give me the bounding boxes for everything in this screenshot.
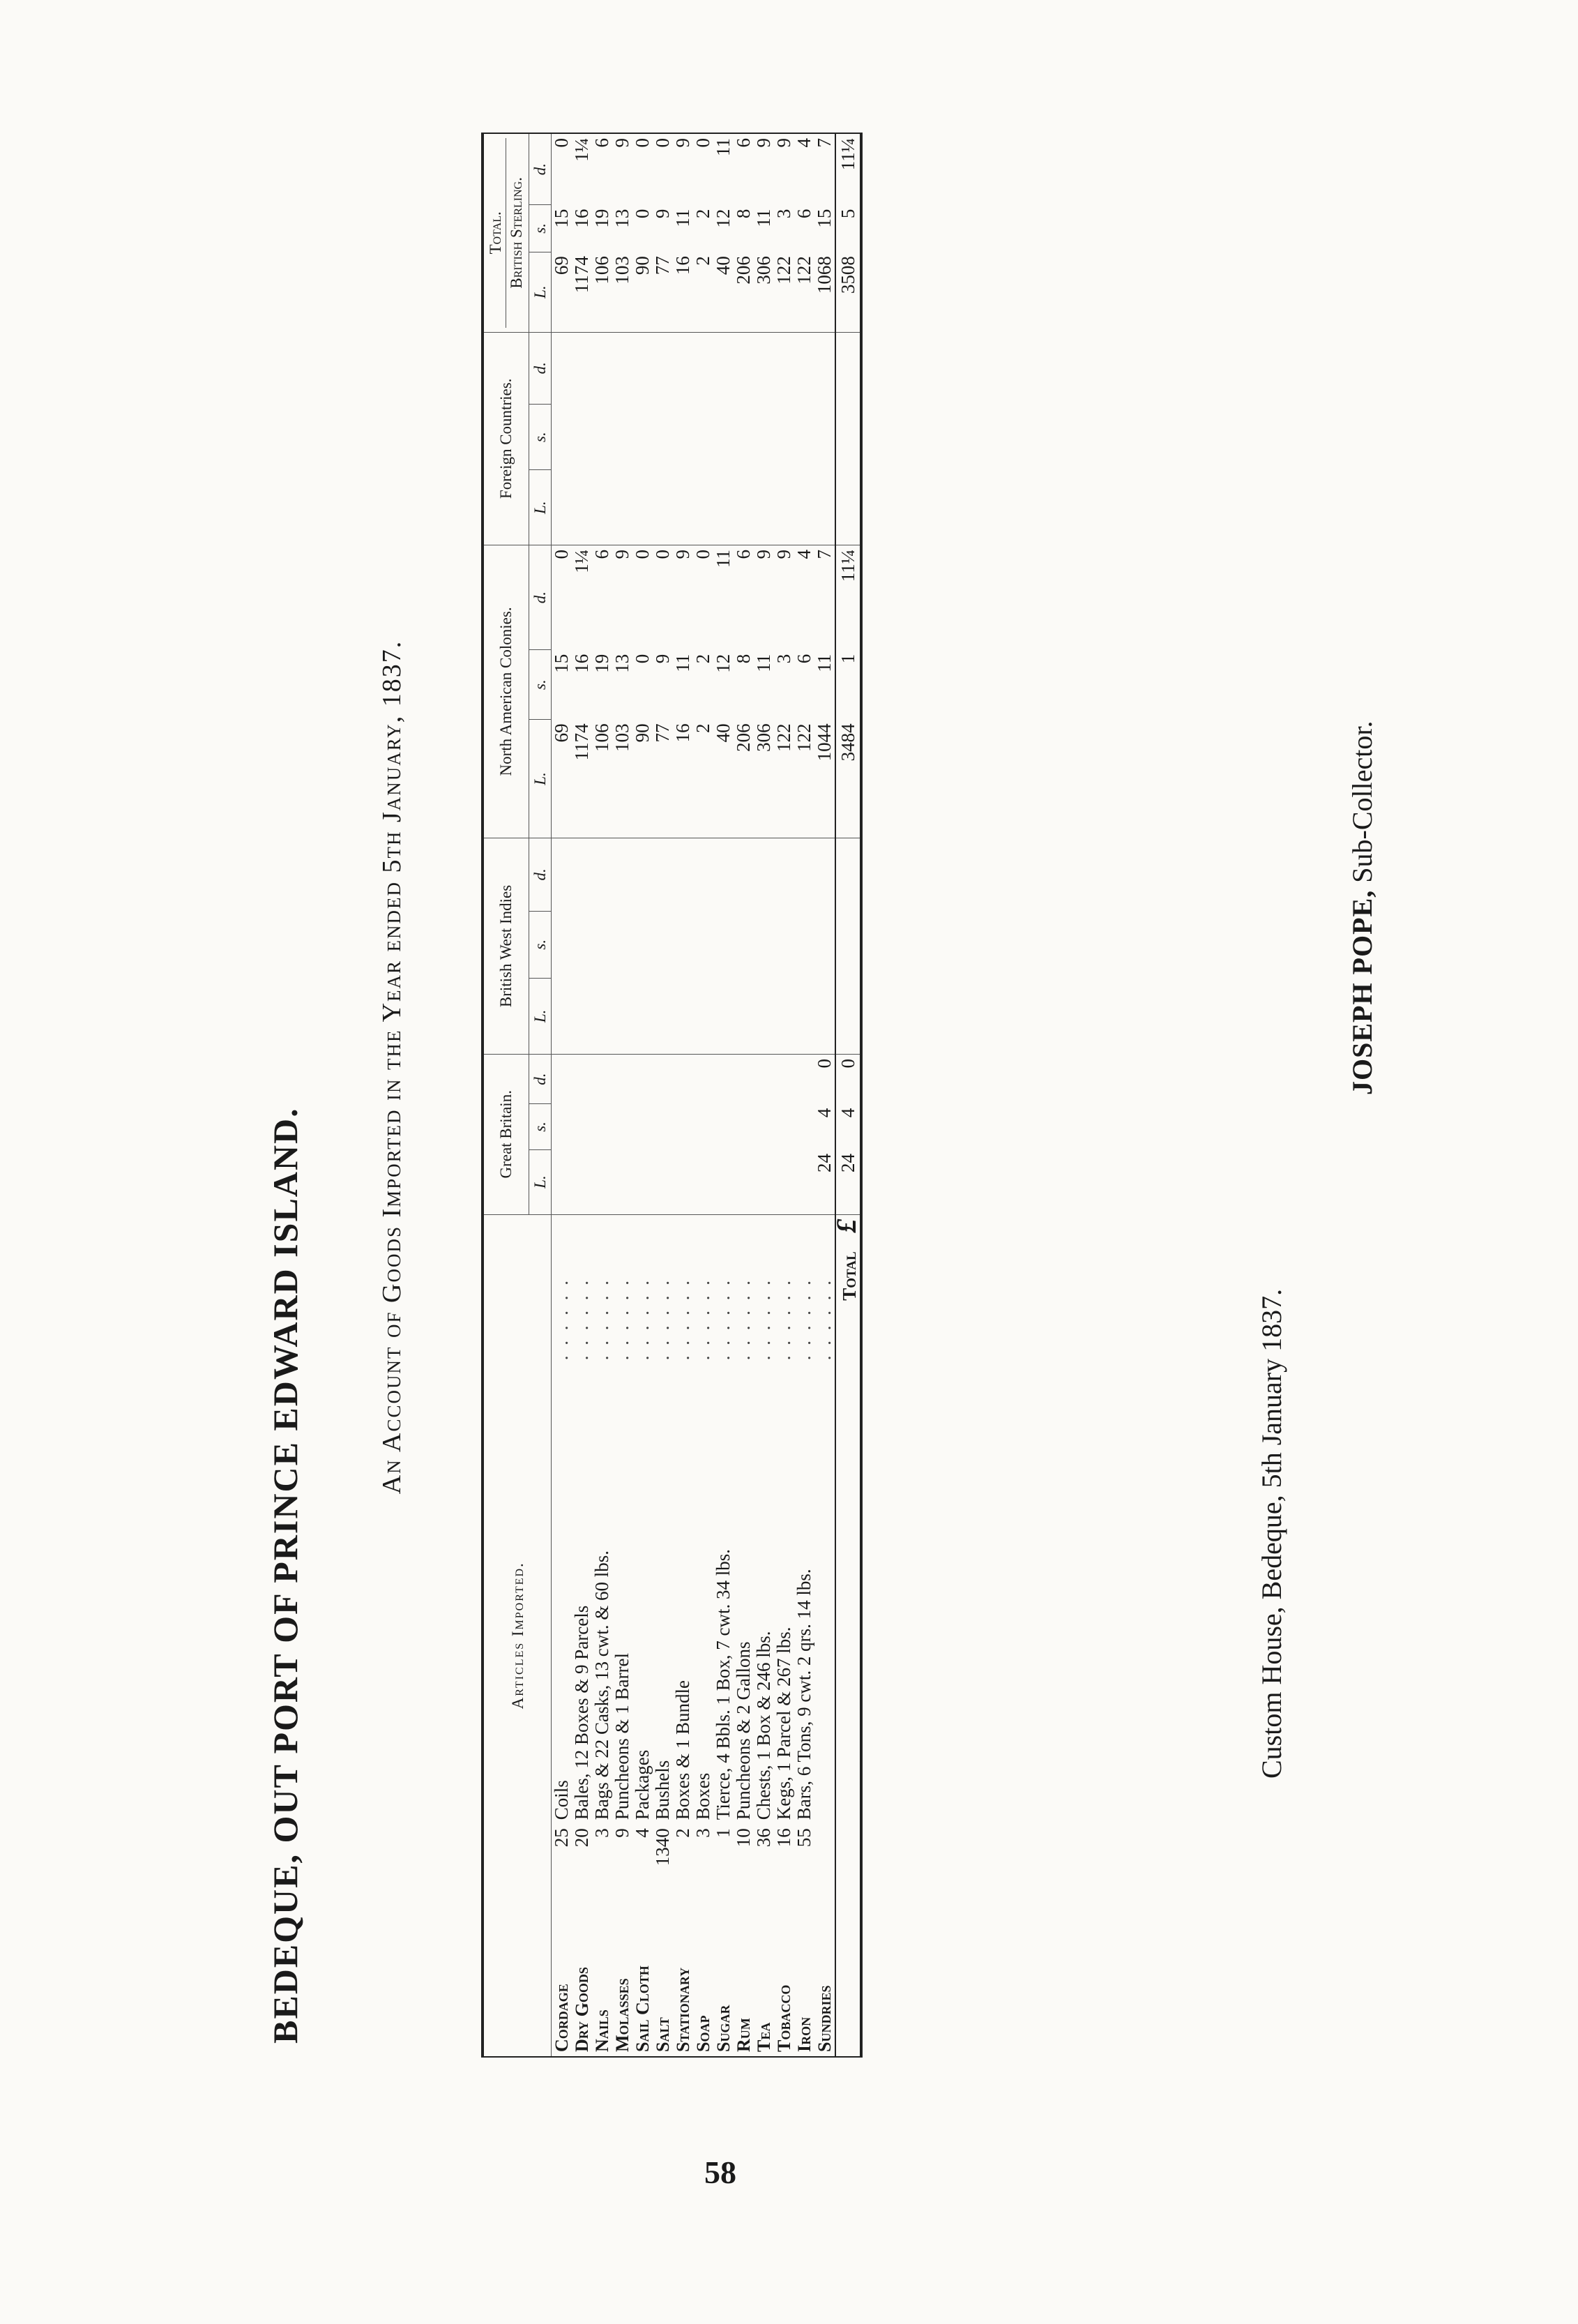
header-british-west-indies: British West Indies (483, 838, 529, 1054)
total-row-l: 40 (713, 252, 734, 332)
gb-d (653, 1054, 673, 1103)
unit-fc-d: d. (529, 332, 551, 404)
article-description: Packages (632, 1749, 653, 1820)
nac-d: 11 (713, 550, 734, 568)
article-description: Bushels (652, 1760, 673, 1820)
gb-l (572, 1149, 592, 1214)
gb-d (552, 1054, 572, 1103)
unit-bwi-l: L. (529, 978, 551, 1054)
unit-total-d: d. (529, 133, 551, 205)
table-row (774, 133, 794, 2057)
document-subtitle: An Account of Goods Imported in the Year ended 5th January, 1837. (377, 640, 407, 1495)
fc-cell (814, 332, 835, 545)
unit-gb-s: s. (529, 1104, 551, 1149)
page-number: 58 (704, 2155, 736, 2190)
article-quantity: 1 (713, 1828, 734, 1838)
total-row-s: 3 (773, 209, 794, 219)
total-row-d: 9 (773, 138, 794, 148)
unit-nac-d: d. (529, 545, 551, 650)
total-s: 5 (835, 205, 861, 252)
gb-d (734, 1054, 754, 1103)
article-description: Boxes (692, 1772, 713, 1820)
gb-s: 4 (814, 1108, 835, 1118)
total-row-l: 1174 (572, 252, 592, 332)
article-quantity: 36 (753, 1828, 774, 1848)
leader-dots: . . . . . . (794, 1278, 814, 1361)
article-quantity: 20 (571, 1828, 592, 1848)
gb-s (612, 1104, 632, 1149)
header-great-britain: Great Britain. (483, 1054, 529, 1214)
leader-dots: . . . . . . (652, 1278, 673, 1361)
article-name: Rum (734, 2018, 754, 2052)
gb-l (774, 1149, 794, 1214)
gb-l (632, 1149, 653, 1214)
total-nac-d: 11¼ (835, 545, 861, 650)
unit-bwi-d: d. (529, 838, 551, 911)
bwi-cell (754, 838, 774, 1054)
bwi-cell (713, 838, 734, 1054)
article-name: Soap (693, 2015, 713, 2052)
gb-l (734, 1149, 754, 1214)
gb-s (734, 1104, 754, 1149)
unit-bwi-s: s. (529, 911, 551, 978)
bwi-cell (632, 838, 653, 1054)
total-row-s: 0 (632, 209, 653, 219)
total-d: 11¼ (835, 133, 861, 205)
leader-dots: . . . . . . (753, 1278, 774, 1361)
article-name: Molasses (612, 1978, 632, 2052)
total-row-l: 16 (673, 252, 693, 332)
total-row-l: 306 (754, 252, 774, 332)
bwi-cell (653, 838, 673, 1054)
total-row-l: 106 (592, 252, 612, 332)
article-quantity: 16 (773, 1828, 794, 1848)
fc-cell (754, 332, 774, 545)
gb-l (552, 1149, 572, 1214)
total-row-d: 11 (713, 138, 734, 156)
total-row-l: 77 (653, 252, 673, 332)
article-description: Puncheons & 2 Gallons (733, 1641, 754, 1820)
imports-table (481, 133, 863, 2058)
fc-cell (693, 332, 713, 545)
gb-s (592, 1104, 612, 1149)
nac-d: 9 (753, 550, 774, 559)
gb-l (673, 1149, 693, 1214)
nac-s: 9 (652, 654, 673, 664)
total-row-s: 12 (713, 209, 734, 228)
gb-l (713, 1149, 734, 1214)
article-description: Puncheons & 1 Barrel (612, 1653, 632, 1820)
article-quantity: 1340 (652, 1828, 673, 1866)
nac-l: 122 (774, 719, 794, 838)
total-row-d: 0 (632, 138, 653, 148)
nac-d: 6 (591, 550, 612, 559)
leader-dots: . . . . . . (551, 1278, 572, 1361)
leader-dots: . . . . . . (814, 1278, 835, 1361)
nac-s: 6 (794, 654, 814, 664)
article-quantity: 2 (672, 1828, 693, 1838)
custom-house-line: Custom House, Bedeque, 5th January 1837. (1256, 1288, 1287, 1779)
signature-title: Sub-Collector. (1346, 720, 1378, 883)
nac-s: 8 (733, 654, 754, 664)
nac-l: 2 (693, 719, 713, 838)
fc-cell (612, 332, 632, 545)
article-description: Bales, 12 Boxes & 9 Parcels (571, 1605, 592, 1820)
nac-d: 9 (672, 550, 693, 559)
imports-table-body (552, 133, 836, 2057)
total-nac-s: 1 (835, 650, 861, 720)
gb-d (713, 1054, 734, 1103)
total-row-s: 9 (652, 209, 673, 219)
fc-cell (673, 332, 693, 545)
gb-d (632, 1054, 653, 1103)
total-row-l: 103 (612, 252, 632, 332)
article-quantity: 55 (794, 1828, 814, 1848)
gb-d (572, 1054, 592, 1103)
nac-d: 0 (692, 550, 713, 559)
table-row (552, 133, 572, 2057)
total-gb-l: 24 (835, 1149, 861, 1214)
nac-d: 4 (794, 550, 814, 559)
total-gb-s: 4 (835, 1104, 861, 1149)
article-name: Cordage (552, 1984, 572, 2052)
nac-d: 0 (632, 550, 653, 559)
unit-fc-l: L. (529, 470, 551, 545)
total-label: Total (839, 1251, 860, 1301)
gb-l (794, 1149, 814, 1214)
header-total-sub: British Sterling. (506, 138, 526, 328)
fc-cell (592, 332, 612, 545)
fc-cell (774, 332, 794, 545)
article-description: Bags & 22 Casks, 13 cwt. & 60 lbs. (591, 1550, 612, 1820)
article-description: Boxes & 1 Bundle (672, 1680, 693, 1820)
unit-total-l: L. (529, 252, 551, 332)
total-row-d: 9 (753, 138, 774, 148)
nac-s: 13 (612, 654, 632, 673)
gb-l: 24 (814, 1149, 835, 1214)
nac-l: 122 (794, 719, 814, 838)
gb-s (673, 1104, 693, 1149)
fc-cell (653, 332, 673, 545)
bwi-cell (693, 838, 713, 1054)
table-row (653, 133, 673, 2057)
nac-d: 0 (652, 550, 673, 559)
table-row (713, 133, 734, 2057)
fc-cell (713, 332, 734, 545)
article-quantity: 25 (551, 1828, 572, 1848)
gb-d (592, 1054, 612, 1103)
gb-l (592, 1149, 612, 1214)
header-north-american-colonies: North American Colonies. (483, 545, 529, 838)
total-row-s: 11 (753, 209, 774, 227)
nac-d: 7 (814, 550, 835, 559)
header-foreign-countries: Foreign Countries. (483, 332, 529, 545)
signature-name: JOSEPH POPE, (1346, 889, 1378, 1095)
article-name: Sugar (713, 2005, 734, 2052)
nac-s: 11 (814, 654, 835, 672)
table-row (814, 133, 835, 2057)
bwi-cell (774, 838, 794, 1054)
gb-s (774, 1104, 794, 1149)
leader-dots: . . . . . . (571, 1278, 592, 1361)
nac-d: 6 (733, 550, 754, 559)
total-row-d: 1¼ (571, 138, 592, 162)
gb-s (552, 1104, 572, 1149)
header-total-label: Total. (487, 211, 505, 255)
pound-sign: £ (830, 1218, 862, 1233)
nac-l: 206 (734, 719, 754, 838)
total-row-l: 1068 (814, 252, 835, 332)
total-row-l: 90 (632, 252, 653, 332)
unit-gb-d: d. (529, 1054, 551, 1103)
article-quantity: 3 (591, 1828, 612, 1838)
article-name: Salt (653, 2017, 673, 2052)
nac-s: 19 (591, 654, 612, 673)
article-name: Tea (754, 2022, 774, 2052)
gb-d (673, 1054, 693, 1103)
bwi-cell (612, 838, 632, 1054)
unit-nac-l: L. (529, 719, 551, 838)
bwi-cell (673, 838, 693, 1054)
total-row-d: 7 (814, 138, 835, 148)
fc-cell (552, 332, 572, 545)
header-articles: Articles Imported. (483, 1214, 552, 2057)
leader-dots: . . . . . . (773, 1278, 794, 1361)
gb-l (612, 1149, 632, 1214)
bwi-cell (572, 838, 592, 1054)
article-name: Tobacco (774, 1984, 794, 2052)
article-name: Sundries (814, 1985, 835, 2052)
article-description: Chests, 1 Box & 246 lbs. (753, 1631, 774, 1820)
total-row-s: 16 (571, 209, 592, 228)
bwi-cell (552, 838, 572, 1054)
leader-dots: . . . . . . (612, 1278, 632, 1361)
nac-d: 9 (773, 550, 794, 559)
nac-s: 15 (551, 654, 572, 673)
nac-s: 0 (632, 654, 653, 664)
table-row (592, 133, 612, 2057)
article-name: Nails (592, 2009, 612, 2052)
gb-s (754, 1104, 774, 1149)
article-description: Bars, 6 Tons, 9 cwt. 2 qrs. 14 lbs. (794, 1569, 814, 1820)
article-name: Dry Goods (572, 1967, 592, 2052)
gb-d (754, 1054, 774, 1103)
total-bwi (835, 838, 861, 1054)
gb-s (572, 1104, 592, 1149)
gb-s (713, 1104, 734, 1149)
totals-row (835, 133, 861, 2057)
article-name: Sail Cloth (632, 1965, 653, 2052)
nac-s: 16 (571, 654, 592, 673)
total-row-d: 0 (551, 138, 572, 148)
gb-d (693, 1054, 713, 1103)
article-description: Kegs, 1 Parcel & 267 lbs. (773, 1627, 794, 1820)
rotated-document (265, 119, 1450, 2072)
article-quantity: 3 (692, 1828, 713, 1838)
totals-label-cell (830, 1214, 862, 2057)
fc-cell (632, 332, 653, 545)
total-row-s: 15 (551, 209, 572, 228)
article-description: Coils (551, 1780, 572, 1820)
total-row-s: 6 (794, 209, 814, 219)
article-quantity: 9 (612, 1828, 632, 1838)
total-row-l: 122 (794, 252, 814, 332)
total-row-s: 19 (591, 209, 612, 228)
nac-d: 0 (551, 550, 572, 559)
fc-cell (734, 332, 754, 545)
total-row-l: 69 (552, 252, 572, 332)
total-row-l: 122 (774, 252, 794, 332)
total-l: 3508 (835, 252, 861, 332)
total-fc (835, 332, 861, 545)
article-quantity (814, 1824, 835, 1900)
nac-d: 9 (612, 550, 632, 559)
nac-s: 2 (692, 654, 713, 664)
total-nac-l: 3484 (835, 719, 861, 838)
nac-l: 77 (653, 719, 673, 838)
gb-d (794, 1054, 814, 1103)
leader-dots: . . . . . . (672, 1278, 693, 1361)
table-row (734, 133, 754, 2057)
nac-s: 12 (713, 654, 734, 673)
article-description: Tierce, 4 Bbls. 1 Box, 7 cwt. 34 lbs. (713, 1548, 734, 1820)
table-row (794, 133, 814, 2057)
gb-s (632, 1104, 653, 1149)
gb-s (653, 1104, 673, 1149)
article-name: Iron (794, 2016, 814, 2052)
gb-s (693, 1104, 713, 1149)
table-row (632, 133, 653, 2057)
fc-cell (572, 332, 592, 545)
nac-l: 90 (632, 719, 653, 838)
nac-l: 40 (713, 719, 734, 838)
bwi-cell (794, 838, 814, 1054)
table-row (693, 133, 713, 2057)
table-row (673, 133, 693, 2057)
signature (1346, 721, 1379, 1095)
leader-dots: . . . . . . (692, 1278, 713, 1361)
gb-d (612, 1054, 632, 1103)
total-row-s: 8 (733, 209, 754, 219)
total-row-s: 2 (692, 209, 713, 219)
gb-l (653, 1149, 673, 1214)
document-title: BEDEQUE, OUT PORT OF PRINCE EDWARD ISLAND. (266, 1107, 305, 2044)
article-name: Stationary (673, 1967, 693, 2052)
unit-gb-l: L. (529, 1149, 551, 1214)
nac-s: 11 (672, 654, 693, 672)
bwi-cell (592, 838, 612, 1054)
total-row-d: 4 (794, 138, 814, 148)
total-gb-d: 0 (835, 1054, 861, 1103)
leader-dots: . . . . . . (713, 1278, 734, 1361)
nac-l: 69 (552, 719, 572, 838)
total-row-s: 15 (814, 209, 835, 228)
bwi-cell (734, 838, 754, 1054)
total-row-l: 2 (693, 252, 713, 332)
leader-dots: . . . . . . (591, 1278, 612, 1361)
gb-s (794, 1104, 814, 1149)
bwi-cell (814, 838, 835, 1054)
unit-fc-s: s. (529, 404, 551, 470)
unit-nac-s: s. (529, 650, 551, 720)
nac-d: 1¼ (571, 550, 592, 573)
nac-s: 3 (773, 654, 794, 664)
table-row (754, 133, 774, 2057)
gb-l (754, 1149, 774, 1214)
article-description (814, 1364, 835, 1824)
total-row-d: 6 (591, 138, 612, 148)
nac-s: 11 (753, 654, 774, 672)
table-row (612, 133, 632, 2057)
leader-dots: . . . . . . (733, 1278, 754, 1361)
nac-l: 106 (592, 719, 612, 838)
total-row-d: 9 (672, 138, 693, 148)
gb-l (693, 1149, 713, 1214)
nac-l: 306 (754, 719, 774, 838)
article-quantity: 10 (733, 1828, 754, 1848)
header-total (483, 133, 529, 332)
total-row-l: 206 (734, 252, 754, 332)
total-row-d: 6 (733, 138, 754, 148)
table-row (572, 133, 592, 2057)
article-quantity: 4 (632, 1828, 653, 1838)
nac-l: 1174 (572, 719, 592, 838)
gb-d: 0 (814, 1058, 835, 1069)
gb-d (774, 1054, 794, 1103)
fc-cell (794, 332, 814, 545)
nac-l: 1044 (814, 719, 835, 838)
total-row-d: 0 (652, 138, 673, 148)
total-row-d: 9 (612, 138, 632, 148)
leader-dots: . . . . . . (632, 1278, 653, 1361)
unit-total-s: s. (529, 205, 551, 252)
nac-l: 103 (612, 719, 632, 838)
nac-l: 16 (673, 719, 693, 838)
total-row-s: 13 (612, 209, 632, 228)
total-row-d: 0 (692, 138, 713, 148)
total-row-s: 11 (672, 209, 693, 227)
